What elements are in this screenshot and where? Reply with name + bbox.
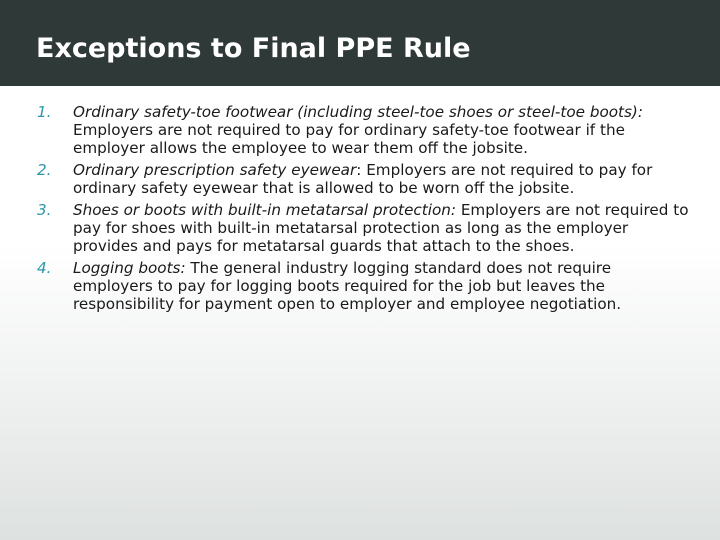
list-item: [37, 201, 692, 255]
list-item: [37, 161, 692, 197]
item-number: 1.: [37, 103, 52, 121]
item-body: : Employers are not required to pay for ordinary safety eyewear that is allowed to be worn off the jobsite.: [73, 161, 653, 197]
item-body: The general industry logging standard does not require employers to pay for logging boots required for the job but leaves the responsibility for payment open to employer and employee negotiation.: [73, 259, 622, 313]
item-body: Employers are not required to pay for shoes with built-in metatarsal protection as long as the employer provides and pays for metatarsal guards that attach to the shoes.: [73, 201, 689, 255]
list-item: [37, 103, 692, 157]
slide-title: Exceptions to Final PPE Rule: [36, 33, 471, 64]
list-item: [37, 259, 692, 313]
item-number: 3.: [37, 201, 52, 219]
item-number: 4.: [37, 259, 52, 277]
item-lead: Logging boots:: [73, 259, 186, 277]
item-lead: Ordinary prescription safety eyewear: [73, 161, 357, 179]
item-lead: Ordinary safety-toe footwear (including steel-toe shoes or steel-toe boots):: [73, 103, 643, 121]
exceptions-list: [37, 103, 692, 317]
item-lead: Shoes or boots with built-in metatarsal protection:: [73, 201, 456, 219]
item-body: Employers are not required to pay for ordinary safety-toe footwear if the employer allows the employee to wear them off the jobsite.: [73, 121, 625, 157]
item-number: 2.: [37, 161, 52, 179]
